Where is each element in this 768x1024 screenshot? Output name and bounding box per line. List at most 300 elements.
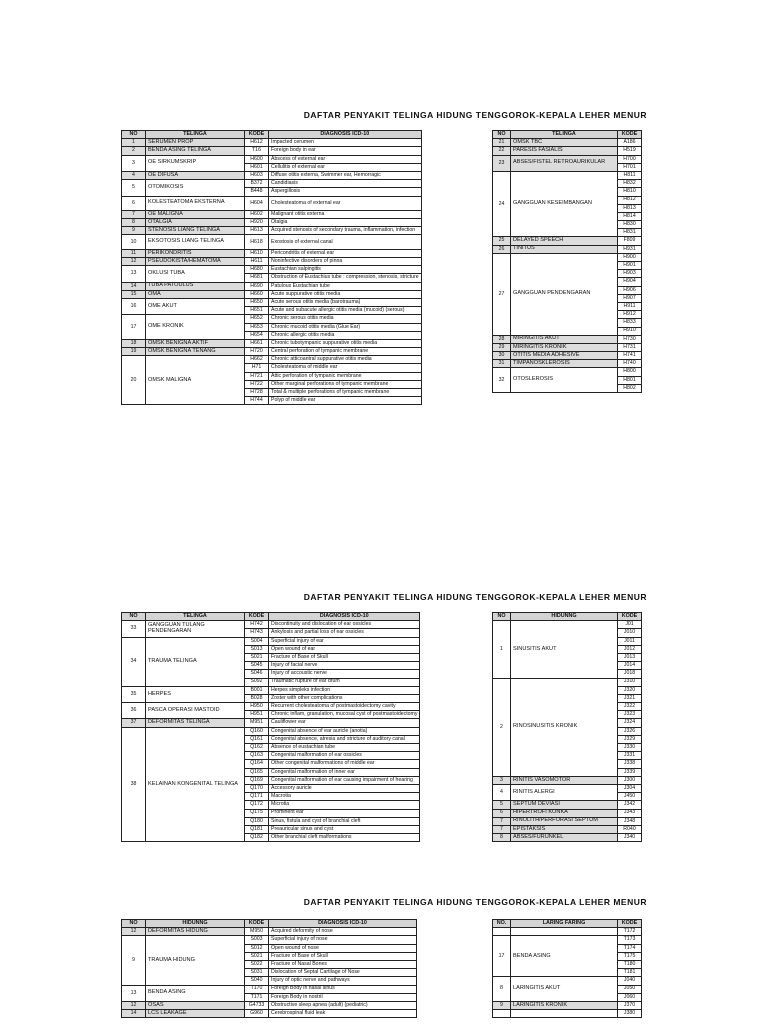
icd-code: H602 [245, 210, 269, 218]
icd-code: B448 [245, 188, 269, 196]
diagnosis-text: Superficial injury of ear [269, 637, 420, 645]
disease-name: OME AKUT [146, 298, 245, 314]
icd-code: H832 [618, 180, 642, 188]
icd-code: Q175 [245, 809, 269, 817]
diagnosis-text: Exostosis of external canal [269, 235, 422, 249]
diagnosis-text: Impacted cerumen [269, 139, 422, 147]
diagnosis-text: Attic perforation of tympanic membrane [269, 372, 422, 380]
icd-code: H613 [245, 227, 269, 235]
table-row [122, 686, 420, 694]
icd-code: H653 [245, 323, 269, 331]
disease-name: RINITIS VASOMOTOR [511, 776, 618, 784]
row-number: 27 [493, 253, 511, 335]
diagnosis-text: Cholesteatoma of middle ear [269, 364, 422, 372]
disease-name: ABSES/FURUNKEL [511, 834, 618, 842]
icd-code: Q165 [245, 768, 269, 776]
icd-code: J323 [618, 711, 642, 719]
diagnosis-text: Chronic serous otitis media [269, 315, 422, 323]
icd-code: F809 [618, 237, 642, 245]
diagnosis-text: Patulous Eustachian tube [269, 282, 422, 290]
icd-code: S004 [245, 637, 269, 645]
icd-code: Q162 [245, 744, 269, 752]
icd-code: H722 [245, 380, 269, 388]
icd-code: Q170 [245, 784, 269, 792]
diagnosis-text: Superficial injury of nose [269, 936, 417, 944]
icd-code: H680 [245, 266, 269, 274]
diagnosis-text: Chronic tubotympanic suppurative otitis media [269, 339, 422, 347]
icd-code: H721 [245, 372, 269, 380]
disease-name: PERIKONDRITIS [146, 249, 245, 257]
icd-code: J013 [618, 653, 642, 661]
diagnosis-text: Total & multiple perforations of tympanic membrane [269, 389, 422, 397]
icd-code: B372 [245, 180, 269, 188]
table-row [122, 258, 422, 266]
disease-name: OMA [146, 290, 245, 298]
table-row [122, 356, 422, 364]
disease-name: OTOMIKOSIS [146, 180, 245, 196]
table-row [493, 834, 642, 842]
table-row [493, 977, 642, 985]
table-row [493, 678, 642, 686]
table-row [122, 727, 420, 735]
row-number: 13 [122, 985, 146, 1001]
disease-name: KOLESTEATOMA EKSTERNA [146, 196, 245, 210]
diagnosis-text: Diffuse otitis externa, Swimmer ear, Hemorragic [269, 171, 422, 179]
diagnosis-text: Other congenital malformations of middle ear [269, 760, 420, 768]
table-header-row [122, 613, 420, 621]
row-number: 14 [122, 282, 146, 290]
table-row [122, 227, 422, 235]
table-row [493, 928, 642, 936]
diagnosis-text: Central perforation of tympanic membrane [269, 348, 422, 356]
row-number: 38 [122, 727, 146, 842]
row-number: 3 [122, 155, 146, 171]
icd-code: T181 [618, 969, 642, 977]
row-number: 21 [493, 139, 511, 147]
disease-name: BENDA ASING TELINGA [146, 147, 245, 155]
icd-code: T180 [618, 960, 642, 968]
disease-name [511, 1010, 618, 1018]
icd-code: Q171 [245, 793, 269, 801]
icd-code: H610 [245, 249, 269, 257]
diagnosis-text: Congenital absence of ear auricle (anotia) [269, 727, 420, 735]
page-title: DAFTAR PENYAKIT TELINGA HIDUNG TENGGOROK-KEPALA LEHER MENUR [303, 110, 647, 120]
table-row [122, 147, 422, 155]
table-row [493, 360, 642, 368]
table-row [493, 825, 642, 833]
icd-code: G960 [245, 1010, 269, 1018]
diagnosis-text: Other marginal perforations of tympanic membrane [269, 380, 422, 388]
table-row [122, 139, 422, 147]
row-number: 2 [493, 678, 511, 776]
icd-code: J380 [618, 1010, 642, 1018]
icd-code: S003 [245, 936, 269, 944]
table-row [493, 776, 642, 784]
row-number: 10 [122, 235, 146, 249]
disease-name: HIPERTROFI KONKA [511, 809, 618, 817]
diagnosis-text: Cerebrospinal fluid leak [269, 1010, 417, 1018]
diagnosis-text: Foreign Body in nasal sinus [269, 985, 417, 993]
table-row [122, 235, 422, 249]
icd-code: H690 [245, 282, 269, 290]
icd-code: J342 [618, 801, 642, 809]
diagnosis-text: Chronic atticoantral suppurative otitis media [269, 356, 422, 364]
icd-code: J320 [618, 686, 642, 694]
table-row [493, 139, 642, 147]
icd-code: S012 [245, 944, 269, 952]
icd-code: J324 [618, 719, 642, 727]
icd-code: H811 [618, 171, 642, 179]
disease-name: GANGGUAN TULANG PENDENGARAN [146, 621, 245, 637]
row-number: 18 [122, 339, 146, 347]
icd-code: H831 [618, 229, 642, 237]
row-number [493, 1010, 511, 1018]
diagnosis-text: Zoster with other complications [269, 694, 420, 702]
diagnosis-text: Acquired deformity of nose [269, 928, 417, 936]
icd-code: T172 [618, 928, 642, 936]
diagnosis-text: Noninfective disorders of pinna [269, 258, 422, 266]
disease-name: HERPES [146, 686, 245, 702]
icd-code: H900 [618, 253, 642, 261]
table-row [122, 210, 422, 218]
row-number: 29 [493, 343, 511, 351]
column-header: NO [122, 920, 146, 928]
disease-name: GANGGUAN PENDENGARAN [511, 253, 618, 335]
icd-code: J322 [618, 703, 642, 711]
icd-code: J040 [618, 977, 642, 985]
row-number: 17 [493, 936, 511, 977]
diagnosis-text: Accessory auricle [269, 784, 420, 792]
row-number: 22 [493, 147, 511, 155]
table-row [122, 282, 422, 290]
diagnosis-text: Open wound of nose [269, 944, 417, 952]
diagnosis-text: Preauricular sinus and cyst [269, 825, 420, 833]
icd-code: H742 [245, 621, 269, 629]
column-header: KODE [245, 613, 269, 621]
diagnosis-text: Foreign body in ear [269, 147, 422, 155]
row-number: 28 [493, 335, 511, 343]
column-header: LARING FARING [511, 920, 618, 928]
row-number: 7 [493, 825, 511, 833]
disease-name: OME KRONIK [146, 315, 245, 340]
table-header-row [122, 131, 422, 139]
diagnosis-text: Macrotia [269, 793, 420, 801]
diagnosis-text: Fracture of Base of Skull [269, 952, 417, 960]
table-row [122, 155, 422, 163]
table-row [122, 171, 422, 179]
disease-name: LARINGITIS AKUT [511, 977, 618, 1002]
row-number: 4 [493, 784, 511, 800]
right-diagnosis-table [492, 919, 642, 1018]
table-row [122, 249, 422, 257]
disease-name: RINITIS ALERGI [511, 784, 618, 800]
icd-code: H662 [245, 356, 269, 364]
icd-code: H651 [245, 307, 269, 315]
icd-code: S040 [245, 977, 269, 985]
disease-name: LARINGITIS KRONIK [511, 1001, 618, 1009]
row-number: 7 [493, 817, 511, 825]
icd-code: T171 [245, 993, 269, 1001]
diagnosis-text: Cholesteatoma of external ear [269, 196, 422, 210]
column-header: TELINGA [511, 131, 618, 139]
row-number: 4 [122, 171, 146, 179]
disease-name: KELAINAN KONGENITAL TELINGA [146, 727, 245, 842]
diagnosis-text: Cauliflower ear [269, 719, 420, 727]
diagnosis-text: Dislocation of Septal Cartilage of Nose [269, 969, 417, 977]
icd-code: H611 [245, 258, 269, 266]
icd-code: T173 [618, 936, 642, 944]
row-number: 9 [122, 227, 146, 235]
disease-name: OMSK MALIGNA [146, 356, 245, 405]
icd-code: J060 [618, 993, 642, 1001]
icd-code: J329 [618, 735, 642, 743]
row-number: 15 [122, 290, 146, 298]
diagnosis-text: Otalgia [269, 219, 422, 227]
column-header: NO [122, 613, 146, 621]
diagnosis-text: Chronic allergic otitis media [269, 331, 422, 339]
table-row [122, 266, 422, 274]
column-header: DIAGNOSIS ICD-10 [269, 920, 417, 928]
column-header: DIAGNOSIS ICD-10 [269, 613, 420, 621]
table-row [493, 817, 642, 825]
icd-code: J310 [618, 678, 642, 686]
icd-code: S021 [245, 653, 269, 661]
row-number: 32 [493, 368, 511, 393]
row-number: 20 [122, 356, 146, 405]
table-row [493, 245, 642, 253]
diagnosis-text: Cellulitis of external ear [269, 163, 422, 171]
icd-code: H814 [618, 212, 642, 220]
icd-code: H903 [618, 270, 642, 278]
diagnosis-text: Obstructive sleep apnea (adult) (pediatric) [269, 1001, 417, 1009]
diagnosis-text: Pericondritis of external ear [269, 249, 422, 257]
icd-code: M951 [245, 719, 269, 727]
table-row [493, 343, 642, 351]
page-title: DAFTAR PENYAKIT TELINGA HIDUNG TENGGOROK-KEPALA LEHER MENUR [303, 592, 647, 602]
icd-code: J338 [618, 760, 642, 768]
row-number: 17 [122, 315, 146, 340]
diagnosis-text: Abscess of external ear [269, 155, 422, 163]
table-row [122, 1010, 417, 1018]
disease-name: RINOLITH/PERFORASI SEPTUM [511, 817, 618, 825]
icd-code: Q164 [245, 760, 269, 768]
icd-code: J018 [618, 670, 642, 678]
disease-name: GANGGUAN KESEIMBANGAN [511, 171, 618, 237]
icd-code: H604 [245, 196, 269, 210]
icd-code: J450 [618, 793, 642, 801]
icd-code: J343 [618, 809, 642, 817]
icd-code: H618 [245, 235, 269, 249]
icd-code: H660 [245, 290, 269, 298]
table-row [493, 809, 642, 817]
row-number: 8 [493, 977, 511, 1002]
table-row [122, 1001, 417, 1009]
disease-name: OTALGIA [146, 219, 245, 227]
disease-name: SINUSITIS AKUT [511, 621, 618, 678]
icd-code: J011 [618, 637, 642, 645]
icd-code: H612 [245, 139, 269, 147]
diagnosis-text: Congenital malformation of inner ear [269, 768, 420, 776]
disease-name: MIRINGITIS AKUT [511, 335, 618, 343]
row-number: 16 [122, 298, 146, 314]
diagnosis-text: Aspergillosis [269, 188, 422, 196]
icd-code: H71 [245, 364, 269, 372]
table-row [122, 219, 422, 227]
diagnosis-text: Fracture of Base of Skull [269, 653, 420, 661]
diagnosis-text: Open wound of ear [269, 645, 420, 653]
disease-name [511, 928, 618, 936]
row-number: 14 [122, 1010, 146, 1018]
disease-name: DEFORMITAS TELINGA [146, 719, 245, 727]
table-row [122, 348, 422, 356]
row-number: 1 [122, 139, 146, 147]
row-number: 26 [493, 245, 511, 253]
icd-code: H812 [618, 196, 642, 204]
diagnosis-text: Foreign Body in nostril [269, 993, 417, 1001]
disease-name: DEFORMITAS HIDUNG [146, 928, 245, 936]
icd-code: T174 [618, 944, 642, 952]
diagnosis-text: Ankylosis and partial loss of ear ossicles [269, 629, 420, 637]
column-header: NO [493, 613, 511, 621]
disease-name: MIRINGITIS KRONIK [511, 343, 618, 351]
diagnosis-text: Injury of accoustic nerve [269, 670, 420, 678]
icd-code: B001 [245, 686, 269, 694]
row-number: 19 [122, 348, 146, 356]
column-header: TELINGA [146, 131, 245, 139]
table-row [493, 147, 642, 155]
icd-code: H833 [618, 319, 642, 327]
column-header: KODE [245, 131, 269, 139]
icd-code: Q160 [245, 727, 269, 735]
icd-code: J326 [618, 727, 642, 735]
disease-name: OSAS [146, 1001, 245, 1009]
table-row [493, 784, 642, 792]
icd-code: J014 [618, 662, 642, 670]
diagnosis-text: Traumatic rupture of ear drum [269, 678, 420, 686]
column-header: NO [493, 131, 511, 139]
diagnosis-text: Candidiasis [269, 180, 422, 188]
row-number: 33 [122, 621, 146, 637]
icd-code: H911 [618, 302, 642, 310]
row-number: 8 [122, 219, 146, 227]
disease-name: STENOSIS LIANG TELINGA [146, 227, 245, 235]
diagnosis-text: Malignant otitis externa [269, 210, 422, 218]
disease-name: TRAUMA TELINGA [146, 637, 245, 686]
row-number: 35 [122, 686, 146, 702]
icd-code: H906 [618, 286, 642, 294]
row-number: 8 [493, 834, 511, 842]
icd-code: H904 [618, 278, 642, 286]
disease-name: TINITUS [511, 245, 618, 253]
row-number: 2 [122, 147, 146, 155]
column-header: KODE [618, 613, 642, 621]
icd-code: T170 [245, 985, 269, 993]
column-header: HIDUNNG [511, 613, 618, 621]
table-row [493, 155, 642, 163]
table-row [122, 936, 417, 944]
disease-name: PARESIS FASIALIS [511, 147, 618, 155]
table-header-row [493, 613, 642, 621]
row-number: 31 [493, 360, 511, 368]
disease-name: SEPTUM DEVIASI [511, 801, 618, 809]
column-header: NO. [493, 920, 511, 928]
icd-code: H601 [245, 163, 269, 171]
icd-code: M950 [245, 928, 269, 936]
disease-name: EKSOTOSIS LIANG TELINGA [146, 235, 245, 249]
icd-code: J012 [618, 645, 642, 653]
disease-name: TIMPANOSKLEROSIS [511, 360, 618, 368]
table-row [493, 352, 642, 360]
diagnosis-text: Eustachian salpingitis [269, 266, 422, 274]
icd-code: H830 [618, 221, 642, 229]
diagnosis-text: Absence of eustachian tube [269, 744, 420, 752]
diagnosis-text: Other branchial cleft malformations [269, 834, 420, 842]
table-row [493, 253, 642, 261]
page-title: DAFTAR PENYAKIT TELINGA HIDUNG TENGGOROK-KEPALA LEHER MENUR [303, 897, 647, 907]
left-diagnosis-table [121, 612, 420, 842]
row-number: 6 [122, 196, 146, 210]
disease-name: OE DIFUSA [146, 171, 245, 179]
diagnosis-text: Prominent ear [269, 809, 420, 817]
icd-code: J321 [618, 694, 642, 702]
table-row [122, 196, 422, 210]
icd-code: J339 [618, 768, 642, 776]
icd-code: H951 [245, 711, 269, 719]
row-number: 6 [493, 809, 511, 817]
icd-code: J331 [618, 752, 642, 760]
column-header: DIAGNOSIS ICD-10 [269, 131, 422, 139]
icd-code: S092 [245, 678, 269, 686]
icd-code: A186 [618, 139, 642, 147]
icd-code: J304 [618, 784, 642, 792]
icd-code: H950 [245, 703, 269, 711]
disease-name: OKLUSI TUBA [146, 266, 245, 282]
icd-code: J01 [618, 621, 642, 629]
icd-code: Q161 [245, 735, 269, 743]
disease-name: ABSES/FISTEL RETROAURIKULAR [511, 155, 618, 171]
disease-name: RINOSINUSITIS KRONIK [511, 678, 618, 776]
icd-code: H731 [618, 343, 642, 351]
icd-code: Q169 [245, 776, 269, 784]
diagnosis-text: Congenital absence, atresia and stricture of auditory canal [269, 735, 420, 743]
row-number: 1 [493, 621, 511, 678]
table-row [493, 936, 642, 944]
row-number: 11 [122, 249, 146, 257]
row-number: 34 [122, 637, 146, 686]
diagnosis-text: Sinus, fistula and cyst of branchial cleft [269, 817, 420, 825]
disease-name: DELAYED SPEECH [511, 237, 618, 245]
disease-name: OTITIS MEDIA ADHESIVE [511, 352, 618, 360]
icd-code: H920 [245, 219, 269, 227]
icd-code: H728 [245, 389, 269, 397]
table-row [493, 801, 642, 809]
diagnosis-text: Chronic mucoid otitis media (Glue Ear) [269, 323, 422, 331]
diagnosis-text: Injury of facial nerve [269, 662, 420, 670]
icd-code: H519 [618, 147, 642, 155]
icd-code: J050 [618, 985, 642, 993]
row-number: 12 [122, 258, 146, 266]
icd-code: H912 [618, 311, 642, 319]
column-header: KODE [618, 920, 642, 928]
icd-code: H681 [245, 274, 269, 282]
row-number: 5 [122, 180, 146, 196]
disease-name: OTOSLEROSIS [511, 368, 618, 393]
table-row [493, 1001, 642, 1009]
disease-name: OE SIRKUMSKRIP [146, 155, 245, 171]
table-row [122, 985, 417, 993]
table-row [493, 171, 642, 179]
table-row [122, 180, 422, 188]
